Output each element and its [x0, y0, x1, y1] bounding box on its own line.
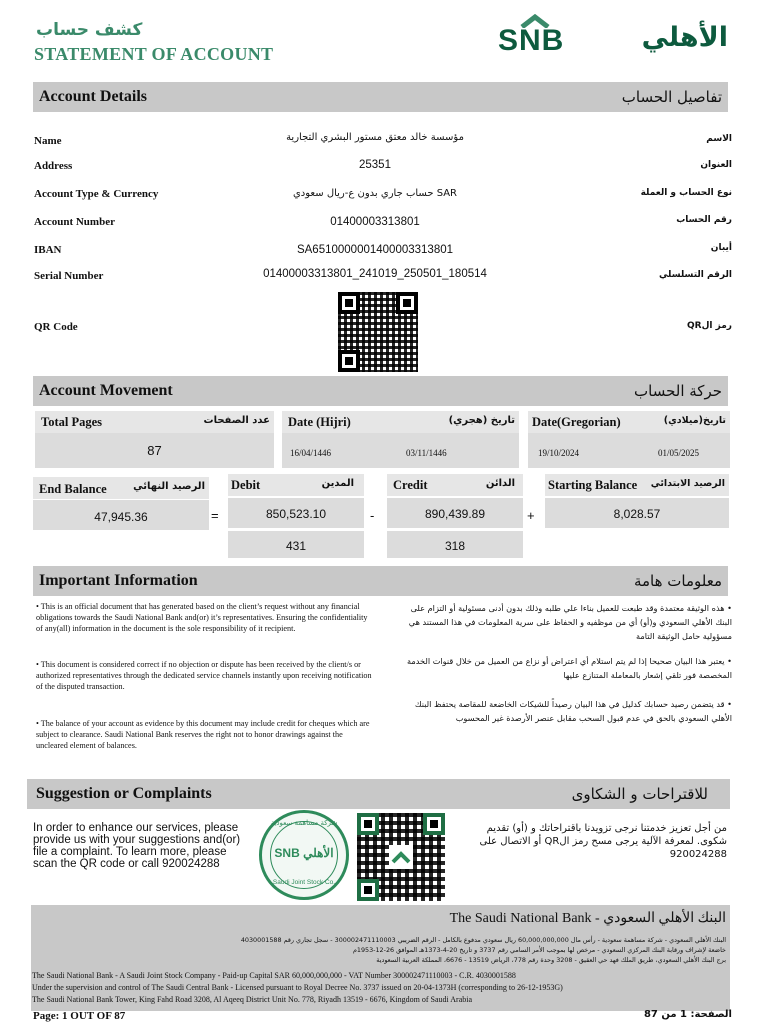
debit-count-box [228, 531, 364, 558]
address-value: 25351 [359, 159, 391, 171]
date-hijri-from: 16/04/1446 [290, 448, 332, 458]
credit-count-box [387, 531, 523, 558]
end-balance-value: 47,945.36 [94, 510, 148, 524]
page-indicator-ar: الصفحة: 1 من 87 [643, 1009, 732, 1020]
info-en-3: • The balance of your account as evidence by this document may include credit for cheques which are subject to clearance. Saudi National Bank reserves the right not to honor drawings against the uncleared element of balances. [36, 719, 370, 750]
suggestions-text-ar: من أجل تعزيز خدمتنا نرجى تزويدنا باقتراحاتك و (أو) تقديم شكوى. لمعرفة الآلية يرجى مسح رمز الQR أو الاتصال على 920024288 [479, 823, 727, 860]
logo-text-en: SNB [498, 24, 565, 57]
account-movement-heading-ar: حركة الحساب [634, 382, 722, 400]
footer-en-line-1: The Saudi National Bank - A Saudi Joint Stock Company - Paid-up Capital SAR 60,000,000,000 - VAT Number 300002471110003 - C.R. 4030001588 [32, 971, 516, 980]
serial-number-label: Serial Number [34, 270, 104, 282]
account-details-heading: Account Details [39, 88, 147, 105]
credit-header [387, 474, 523, 496]
total-pages-value: 87 [147, 443, 162, 458]
date-hijri-label: Date (Hijri) [288, 415, 351, 429]
title-ar: كشف حساب [36, 20, 143, 40]
end-balance-header [33, 477, 209, 499]
credit-value: 890,439.89 [424, 507, 486, 521]
credit-label: Credit [393, 478, 428, 492]
stamp-logo-text: SNB الأهلي [274, 846, 334, 860]
address-label-ar: العنوان [700, 160, 732, 170]
date-gregorian-from: 19/10/2024 [538, 448, 580, 458]
iban-value: SA6510000001400003313801 [296, 244, 454, 256]
debit-header [228, 474, 364, 496]
end-balance-box [33, 500, 209, 530]
footer-en-line-2: Under the supervision and control of The Saudi Central Bank - Licensed pursuant to Royal Decree No. 3737 issued on 20-04-1373H (corresponding to 26-12-1953G) [32, 983, 563, 992]
info-ar-3: • قد يتضمن رصيد حسابك كدليل في هذا البيان رصيداً للشيكات الخاضعة للمقاصة يحتفظ البنك الأهلي السعودي بالحق في عدم قبول السحب مقابل عنصر الأرصدة غير المحسوب [414, 699, 732, 723]
account-type-label: Account Type & Currency [34, 188, 159, 200]
date-hijri-header [282, 411, 519, 433]
account-number-label: Account Number [34, 216, 115, 228]
total-pages-box [35, 433, 274, 468]
suggestions-heading-ar: للاقتراحات و الشكاوى [571, 785, 708, 803]
plus-sign: + [527, 508, 535, 523]
end-balance-label-ar: الرصيد النهائي [133, 481, 205, 492]
important-info-heading: Important Information [39, 572, 198, 589]
debit-value: 850,523.10 [265, 507, 327, 521]
qr-code-label-ar: رمز الQR [687, 321, 732, 331]
title-en: STATEMENT OF ACCOUNT [34, 44, 274, 64]
total-pages-label-ar: عدد الصفحات [203, 415, 270, 426]
end-balance-label: End Balance [39, 482, 107, 496]
credit-box [387, 498, 523, 528]
account-number-label-ar: رقم الحساب [676, 215, 732, 225]
footer-panel [31, 905, 730, 1011]
debit-label: Debit [231, 478, 261, 492]
account-movement-bar [33, 376, 728, 406]
suggestions-heading: Suggestion or Complaints [36, 785, 212, 802]
info-en-1: • This is an official document that has generated based on the client’s request without any financial obligations towards the Saudi National Bank and(or) it’s representatives. Ensuring the confidentiality of any(all) information in the document is the sole responsibility of it recipient. [36, 602, 368, 633]
important-info-heading-ar: معلومات هامة [633, 572, 722, 590]
date-hijri-to: 03/11/1446 [406, 448, 447, 458]
info-en-2: • This document is considered correct if no objection or dispute has been received by the client/s or authorized representatives through the dedicated service channels instantly upon receiving notification of the disputed transaction. [36, 660, 372, 691]
company-stamp [259, 810, 349, 900]
date-hijri-box [282, 433, 519, 468]
serial-number-label-ar: الرقم التسلسلي [658, 270, 732, 280]
address-label: Address [34, 160, 73, 172]
debit-count: 431 [285, 539, 307, 553]
footer-ar-line-1: البنك الأهلي السعودي - شركة مساهمة سعودية - رأس مال 60,000,000,000 ريال سعودي مدفوع بالكامل - الرقم الضريبي 300002471110003 - سجل تجاري رقم 4030001588 [240, 936, 726, 944]
debit-box [228, 498, 364, 528]
account-details-heading-ar: تفاصيل الحساب [621, 88, 722, 106]
name-label: Name [34, 135, 62, 147]
date-gregorian-label: Date(Gregorian) [532, 415, 621, 429]
important-info-bar [33, 566, 728, 596]
total-pages-header [35, 411, 274, 433]
debit-label-ar: المدين [321, 478, 354, 489]
logo-text-ar: الأهلي [641, 22, 728, 53]
date-hijri-label-ar: تاريخ (هجري) [448, 415, 515, 426]
equals-sign: = [211, 508, 219, 523]
footer-ar-line-2: خاضعة لإشراف ورقابة البنك المركزي السعودي - مرخص لها بموجب الأمر السامي رقم 3737 و تاريخ 20-4-1373هـ الموافق 26-12-1953م [352, 946, 726, 954]
starting-balance-label-ar: الرصيد الابتدائي [650, 478, 725, 489]
info-ar-2: • يعتبر هذا البيان صحيحا إذا لم يتم استلام أي اعتراض أو نزاع من العميل من خلال قنوات الخدمة المخصصة فور تلقي إشعار بالمعاملة المتنازع عليها [406, 656, 732, 680]
minus-sign: - [370, 508, 375, 523]
account-movement-heading: Account Movement [39, 382, 173, 399]
stamp-bottom-text: Saudi Joint Stock Co. [272, 879, 336, 886]
date-gregorian-box [528, 433, 730, 468]
info-ar-1: • هذه الوثيقة معتمدة وقد طبعت للعميل بناءا علي طلبه وذلك بدون أدنى مسئولية أو التزام على البنك الأهلي السعودي و(أو) أي من موظفيه و الحفاظ على سرية المعلومات في هذا المستند هي مسؤولية حامل الوثيقة التامة [408, 603, 732, 641]
iban-label-ar: أيبان [710, 243, 732, 253]
serial-number-value: 01400003313801_241019_250501_180514 [263, 268, 487, 280]
iban-label: IBAN [34, 244, 62, 256]
credit-count: 318 [444, 539, 466, 553]
date-gregorian-header [528, 411, 730, 433]
page-indicator-en: Page: 1 OUT OF 87 [33, 1010, 126, 1022]
footer-en-line-3: The Saudi National Bank Tower, King Fahd Road 3208, Al Aqeeq District Unit No. 778, Riyadh 13519 - 6676, Kingdom of Saudi Arabia [32, 995, 473, 1004]
credit-label-ar: الدائن [485, 478, 515, 489]
suggestions-text-en: In order to enhance our services, please provide us with your suggestions and(or) file a complaint. To learn more, please scan the QR code or call 920024288 [33, 822, 241, 870]
name-label-ar: الاسم [706, 134, 732, 144]
account-number-value: 01400003313801 [330, 216, 420, 228]
account-details-bar [33, 82, 728, 112]
suggestions-bar [27, 779, 730, 809]
qr-code-label: QR Code [34, 321, 78, 333]
starting-balance-header [545, 474, 729, 496]
snb-logo [498, 14, 730, 58]
footer-bank-name: البنك الأهلي السعودي - The Saudi National Bank [449, 911, 726, 926]
account-type-value: SAR حساب جاري بدون ع-ريال سعودي [292, 188, 458, 199]
starting-balance-label: Starting Balance [548, 478, 638, 492]
date-gregorian-to: 01/05/2025 [658, 448, 700, 458]
account-qr-code [338, 292, 418, 372]
name-value: مؤسسة خالد معتق مستور البشري التجارية [286, 132, 464, 143]
complaints-qr-code [357, 813, 445, 901]
footer-ar-line-3: برج البنك الأهلي السعودي، طريق الملك فهد حي العقيق - 3208 وحدة رقم 778، الرياض 13519 - 6676، المملكة العربية السعودية [376, 956, 726, 964]
qr-logo-icon [389, 845, 413, 869]
total-pages-label: Total Pages [41, 415, 102, 429]
date-gregorian-label-ar: تاريخ(ميلادي) [663, 415, 726, 426]
starting-balance-value: 8,028.57 [613, 507, 661, 521]
starting-balance-box [545, 498, 729, 528]
account-type-label-ar: نوع الحساب و العملة [640, 188, 732, 198]
stamp-top-text: شركة مساهمة سعودية [270, 819, 338, 827]
